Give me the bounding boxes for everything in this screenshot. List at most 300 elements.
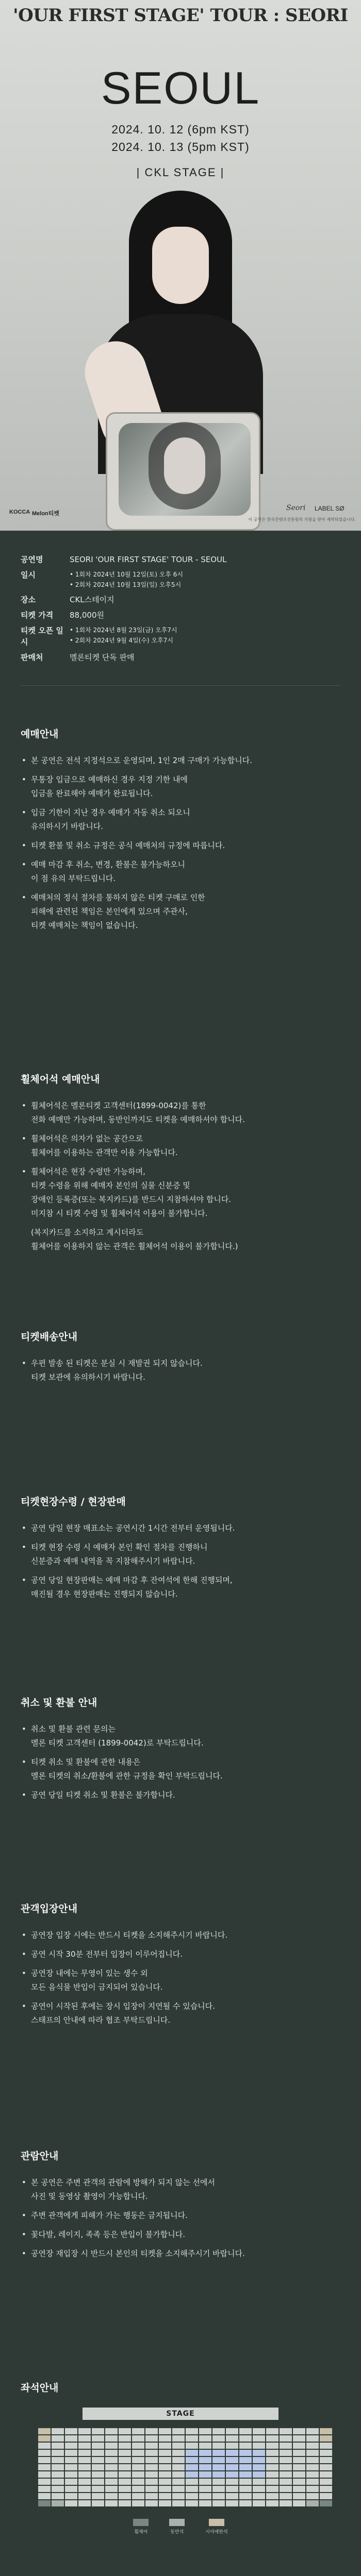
seat xyxy=(280,2428,292,2434)
list-item: • 본 공연은 주변 관객의 관람에 방해가 되지 않는 선에서 사진 및 동영상 촬영이 가능합니다. xyxy=(21,2176,340,2204)
seat xyxy=(52,2443,64,2449)
seat xyxy=(320,2486,332,2492)
seat xyxy=(92,2471,104,2478)
seat xyxy=(172,2500,185,2506)
seat xyxy=(266,2471,278,2478)
seat xyxy=(253,2450,265,2456)
info-row-venue: 장소 CKL스테이지 xyxy=(21,595,114,604)
seat xyxy=(226,2479,238,2485)
seat xyxy=(266,2450,278,2456)
seat xyxy=(212,2464,225,2470)
seat xyxy=(239,2493,252,2499)
section-refund xyxy=(0,1695,361,1807)
section-title: 휠체어석 예매안내 xyxy=(21,1074,100,1085)
seat xyxy=(186,2457,198,2463)
seat xyxy=(320,2428,332,2434)
seat xyxy=(92,2457,104,2463)
list-item: • 공연 시작 30분 전부터 입장이 이루어집니다. xyxy=(21,1947,340,1961)
seat xyxy=(159,2428,171,2434)
seat xyxy=(119,2486,131,2492)
seat xyxy=(293,2457,305,2463)
stage-label: STAGE xyxy=(83,2408,278,2420)
seat xyxy=(78,2450,91,2456)
seat xyxy=(92,2486,104,2492)
seat xyxy=(145,2428,158,2434)
seat xyxy=(52,2435,64,2442)
seat xyxy=(186,2479,198,2485)
seat xyxy=(226,2443,238,2449)
seat xyxy=(226,2450,238,2456)
seat xyxy=(186,2464,198,2470)
seat xyxy=(119,2443,131,2449)
seat xyxy=(52,2471,64,2478)
seat xyxy=(119,2479,131,2485)
seat xyxy=(253,2443,265,2449)
seat xyxy=(159,2471,171,2478)
seat xyxy=(226,2464,238,2470)
poster-date-1: 2024. 10. 12 (6pm KST) xyxy=(111,123,250,136)
seat xyxy=(199,2428,211,2434)
seat xyxy=(38,2493,51,2499)
seat xyxy=(159,2493,171,2499)
seat xyxy=(78,2479,91,2485)
seat xyxy=(172,2435,185,2442)
seat xyxy=(186,2443,198,2449)
seat xyxy=(199,2500,211,2506)
seat xyxy=(253,2479,265,2485)
seat xyxy=(78,2457,91,2463)
event-info xyxy=(0,531,361,686)
seat xyxy=(226,2486,238,2492)
legend-limited-view: 시야제한석 xyxy=(205,2519,227,2535)
poster-support-note: 이 공연은 한국콘텐츠진흥원의 지원을 받아 제작되었습니다. xyxy=(248,517,356,522)
seat xyxy=(199,2457,211,2463)
seat xyxy=(38,2464,51,2470)
seat xyxy=(105,2450,118,2456)
seat xyxy=(78,2428,91,2434)
seat xyxy=(132,2486,144,2492)
seat xyxy=(119,2471,131,2478)
seat xyxy=(105,2479,118,2485)
seat-map xyxy=(21,2426,351,2509)
kocca-logo: KOCCA xyxy=(9,509,30,515)
label-logo: LABEL SØ xyxy=(315,505,344,512)
seat xyxy=(145,2443,158,2449)
seat xyxy=(132,2457,144,2463)
seat xyxy=(293,2428,305,2434)
info-row-price: 티켓 가격 88,000원 xyxy=(21,611,104,620)
seat xyxy=(212,2471,225,2478)
seat xyxy=(320,2457,332,2463)
section-title: 좌석안내 xyxy=(21,2382,59,2394)
seat xyxy=(280,2450,292,2456)
list-item: • 공연 당일 현장 매표소는 공연시간 1시간 전부터 운영됩니다. xyxy=(21,1521,340,1535)
seat xyxy=(280,2457,292,2463)
seat xyxy=(226,2471,238,2478)
seat xyxy=(266,2443,278,2449)
list-item: • 예매처의 정식 절차를 통하지 않은 티켓 구매로 인한 피해에 관련된 책임은 본인에게 있으며 주관사, 티켓 예매처는 책임이 없습니다. xyxy=(21,891,340,933)
seat xyxy=(132,2435,144,2442)
seat xyxy=(306,2435,319,2442)
seat xyxy=(212,2479,225,2485)
seat xyxy=(280,2500,292,2506)
seat xyxy=(105,2443,118,2449)
seat xyxy=(38,2457,51,2463)
seat xyxy=(199,2479,211,2485)
seat xyxy=(172,2443,185,2449)
seat xyxy=(65,2457,77,2463)
seat xyxy=(306,2443,319,2449)
seat xyxy=(145,2464,158,2470)
seat xyxy=(52,2486,64,2492)
seat xyxy=(78,2435,91,2442)
list-item: • 취소 및 환불 관련 문의는 멜론 티켓 고객센터 (1899-0042)로 부탁드립니다. xyxy=(21,1722,340,1750)
seat xyxy=(266,2500,278,2506)
poster-date-2: 2024. 10. 13 (5pm KST) xyxy=(111,140,250,154)
seat xyxy=(253,2428,265,2434)
seat xyxy=(239,2464,252,2470)
seat xyxy=(226,2428,238,2434)
seat xyxy=(199,2450,211,2456)
seat xyxy=(239,2435,252,2442)
seat xyxy=(320,2443,332,2449)
seat xyxy=(266,2457,278,2463)
seat xyxy=(132,2500,144,2506)
seat xyxy=(105,2457,118,2463)
seat xyxy=(212,2493,225,2499)
seat xyxy=(239,2500,252,2506)
seat xyxy=(159,2486,171,2492)
seat xyxy=(186,2435,198,2442)
seat xyxy=(65,2471,77,2478)
seat xyxy=(132,2428,144,2434)
seat xyxy=(253,2500,265,2506)
seat xyxy=(38,2486,51,2492)
legend-companion: 동반석 xyxy=(169,2519,185,2535)
list-item: • 티켓 현장 수령 시 예매자 본인 확인 절차를 진행하니 신분증과 예매 내역을 꼭 지참해주시기 바랍니다. xyxy=(21,1540,340,1568)
seat xyxy=(293,2486,305,2492)
seat xyxy=(253,2457,265,2463)
seat xyxy=(78,2493,91,2499)
seat xyxy=(119,2464,131,2470)
seat xyxy=(306,2479,319,2485)
seat xyxy=(132,2443,144,2449)
info-row-seller: 판매처 멜론티켓 단독 판매 xyxy=(21,653,135,662)
info-row-open: 티켓 오픈 일시 • 1회차 2024년 8월 23일(금) 오후7시 • 2회차 2024년 9월 4일(수) 오후7시 xyxy=(21,626,177,647)
seat xyxy=(119,2500,131,2506)
seat xyxy=(320,2450,332,2456)
seat xyxy=(212,2443,225,2449)
seat xyxy=(253,2493,265,2499)
seat xyxy=(186,2471,198,2478)
seat xyxy=(266,2464,278,2470)
seat xyxy=(65,2486,77,2492)
seat xyxy=(172,2450,185,2456)
section-booking xyxy=(0,726,361,938)
seat xyxy=(293,2493,305,2499)
seat xyxy=(119,2450,131,2456)
seat xyxy=(266,2486,278,2492)
seat xyxy=(105,2464,118,2470)
seat xyxy=(159,2443,171,2449)
seat xyxy=(52,2464,64,2470)
seat xyxy=(78,2471,91,2478)
list-item: • 꽃다발, 레이지, 족족 등은 반입이 불가합니다. xyxy=(21,2228,340,2242)
melon-logo-small: Melon티켓 xyxy=(32,511,60,517)
seat xyxy=(320,2500,332,2506)
seat xyxy=(293,2443,305,2449)
seat xyxy=(65,2450,77,2456)
seat xyxy=(199,2443,211,2449)
seat xyxy=(172,2479,185,2485)
seat xyxy=(65,2500,77,2506)
seat xyxy=(52,2457,64,2463)
seat xyxy=(280,2493,292,2499)
seat xyxy=(253,2435,265,2442)
list-item: • 공연이 시작된 후에는 장시 입장이 지연될 수 있습니다. 스태프의 안내에 따라 협조 부탁드립니다. xyxy=(21,1999,340,2027)
artist-signature: Seori xyxy=(286,504,306,512)
seat xyxy=(105,2435,118,2442)
seat-legend xyxy=(21,2519,340,2535)
seat xyxy=(132,2493,144,2499)
seat xyxy=(159,2457,171,2463)
seat xyxy=(280,2443,292,2449)
list-item: • 입금 기한이 지난 경우 예매가 자동 취소 되오니 유의하시기 바랍니다. xyxy=(21,806,340,834)
section-title: 관람안내 xyxy=(21,2150,59,2162)
list-item: • 본 공연은 전석 지정석으로 운영되며, 1인 2매 구매가 가능합니다. xyxy=(21,754,340,768)
seat xyxy=(132,2479,144,2485)
seat xyxy=(280,2486,292,2492)
seat xyxy=(78,2443,91,2449)
seat xyxy=(306,2428,319,2434)
list-item: • 공연 당일 티켓 취소 및 환불은 불가합니다. xyxy=(21,1788,340,1802)
seat xyxy=(306,2500,319,2506)
seat xyxy=(226,2493,238,2499)
seat xyxy=(306,2457,319,2463)
seat xyxy=(119,2457,131,2463)
seat xyxy=(38,2479,51,2485)
seat xyxy=(172,2464,185,2470)
seat xyxy=(280,2435,292,2442)
seat xyxy=(199,2464,211,2470)
seat xyxy=(159,2435,171,2442)
poster-tour-title: 'OUR FIRST STAGE' TOUR : SEORI xyxy=(13,5,348,26)
seat xyxy=(52,2500,64,2506)
seat xyxy=(239,2450,252,2456)
event-poster xyxy=(0,0,361,531)
seat xyxy=(38,2428,51,2434)
seat xyxy=(132,2450,144,2456)
seat xyxy=(266,2479,278,2485)
seat xyxy=(38,2471,51,2478)
list-item: • 주변 관객에게 피해가 가는 행동은 금지됩니다. xyxy=(21,2209,340,2223)
seat xyxy=(52,2428,64,2434)
list-item: • 공연장 입장 시에는 반드시 티켓을 소지해주시기 바랍니다. xyxy=(21,1928,340,1942)
seat xyxy=(320,2464,332,2470)
retro-tv-image xyxy=(106,412,260,531)
list-item: • 공연장 내에는 무영이 있는 생수 외 모든 음식물 반입이 금지되어 있습니다. xyxy=(21,1967,340,1994)
section-seating xyxy=(0,2380,361,2535)
seat xyxy=(172,2457,185,2463)
seat xyxy=(293,2471,305,2478)
section-wheelchair xyxy=(0,1072,361,1253)
seat xyxy=(172,2428,185,2434)
seat xyxy=(320,2493,332,2499)
seat xyxy=(239,2443,252,2449)
seat xyxy=(145,2479,158,2485)
seat xyxy=(212,2457,225,2463)
seat xyxy=(92,2450,104,2456)
poster-city: SEOUL xyxy=(101,62,260,113)
seat xyxy=(145,2457,158,2463)
seat xyxy=(212,2435,225,2442)
list-item: • 휠체어석은 현장 수령만 가능하며, 티켓 수령을 위해 예매자 본인의 실물 신분증 및 장애인 등록증(또는 복지카드)를 반드시 지참하셔야 합니다. 미지참 시 티켓 수령 및 휠체어석 이용이 불가합니다. xyxy=(21,1165,340,1221)
seat xyxy=(38,2500,51,2506)
section-entry xyxy=(0,1901,361,2032)
list-item: • 티켓 환불 및 취소 규정은 공식 예매처의 규정에 따릅니다. xyxy=(21,839,340,853)
list-item: • 무통장 입금으로 예매하신 경우 지정 기한 내에 입금을 완료해야 예매가 완료됩니다. xyxy=(21,773,340,801)
seat xyxy=(132,2471,144,2478)
wheelchair-note: (복지카드를 소지하고 계시더라도 휠체어를 이용하지 않는 관객은 휠체어석 이용이 불가합니다.) xyxy=(31,1228,238,1251)
seat xyxy=(159,2450,171,2456)
seat xyxy=(226,2435,238,2442)
seat xyxy=(92,2493,104,2499)
info-row-title: 공연명 SEORI 'OUR FIRST STAGE' TOUR - SEOUL xyxy=(21,555,227,564)
list-item: • 공연장 재입장 시 반드시 본인의 티켓을 소지해주시기 바랍니다. xyxy=(21,2247,340,2261)
seat xyxy=(320,2479,332,2485)
seat xyxy=(199,2435,211,2442)
info-row-datetime: 일시 • 1회차 2024년 10월 12일(토) 오후 6시 • 2회차 2024년 10월 13일(일) 오후5시 xyxy=(21,570,184,588)
seat xyxy=(132,2464,144,2470)
seat xyxy=(38,2443,51,2449)
list-item: • 공연 당일 현장판매는 예매 마감 후 잔여석에 한해 진행되며, 매진될 경우 현장판매는 진행되지 않습니다. xyxy=(21,1573,340,1601)
seat xyxy=(145,2486,158,2492)
list-item: • 우편 발송 된 티켓은 분실 시 재발권 되지 않습니다. 티켓 보관에 유의하시기 바랍니다. xyxy=(21,1357,340,1384)
list-item: • 예매 마감 후 취소, 변경, 환불은 불가능하오니 이 점 유의 부탁드립니다. xyxy=(21,858,340,886)
section-title: 관객입장안내 xyxy=(21,1903,78,1914)
legend-wheelchair: 휠체어 xyxy=(133,2519,149,2535)
seat xyxy=(186,2493,198,2499)
seat xyxy=(38,2435,51,2442)
seat xyxy=(65,2443,77,2449)
section-title: 예매안내 xyxy=(21,728,59,740)
seat xyxy=(172,2493,185,2499)
seat xyxy=(78,2500,91,2506)
seat xyxy=(280,2464,292,2470)
seat xyxy=(145,2450,158,2456)
list-item: • 티켓 취소 및 환불에 관한 내용은 멜론 티켓의 취소/환불에 관한 규정을 확인 부탁드립니다. xyxy=(21,1755,340,1783)
seat xyxy=(105,2471,118,2478)
seat xyxy=(172,2486,185,2492)
seat xyxy=(159,2479,171,2485)
seat xyxy=(92,2464,104,2470)
seat xyxy=(78,2486,91,2492)
seat xyxy=(293,2450,305,2456)
seat xyxy=(145,2435,158,2442)
seat xyxy=(145,2493,158,2499)
seat xyxy=(159,2500,171,2506)
seat xyxy=(119,2428,131,2434)
seat xyxy=(186,2500,198,2506)
seat xyxy=(306,2471,319,2478)
section-title: 티켓현장수령 / 현장판매 xyxy=(21,1496,126,1507)
seat xyxy=(65,2464,77,2470)
seat xyxy=(320,2471,332,2478)
seat xyxy=(239,2428,252,2434)
seat xyxy=(65,2479,77,2485)
seat xyxy=(293,2435,305,2442)
seat xyxy=(239,2486,252,2492)
seat xyxy=(239,2479,252,2485)
seat xyxy=(92,2428,104,2434)
seat xyxy=(52,2450,64,2456)
seat xyxy=(199,2486,211,2492)
seat xyxy=(199,2493,211,2499)
seat xyxy=(92,2435,104,2442)
seat xyxy=(145,2500,158,2506)
seat xyxy=(266,2428,278,2434)
seat xyxy=(52,2479,64,2485)
section-delivery xyxy=(0,1329,361,1389)
seat xyxy=(212,2428,225,2434)
seat xyxy=(266,2493,278,2499)
seat xyxy=(105,2493,118,2499)
seat xyxy=(92,2443,104,2449)
seat xyxy=(306,2486,319,2492)
seat xyxy=(239,2471,252,2478)
seat xyxy=(253,2486,265,2492)
seat xyxy=(38,2450,51,2456)
seat xyxy=(306,2450,319,2456)
seat xyxy=(199,2471,211,2478)
list-item: • 휠체어석은 멜론티켓 고객센터(1899-0042)를 통한 전화 예매만 가능하며, 동반인까지도 티켓을 예매하셔야 합니다. xyxy=(21,1099,340,1127)
seat xyxy=(65,2435,77,2442)
section-title: 취소 및 환불 안내 xyxy=(21,1697,97,1708)
seat xyxy=(92,2479,104,2485)
seat xyxy=(212,2500,225,2506)
seat xyxy=(105,2428,118,2434)
seat xyxy=(266,2435,278,2442)
divider xyxy=(21,685,340,686)
seat xyxy=(145,2471,158,2478)
seat xyxy=(78,2464,91,2470)
section-onsite xyxy=(0,1494,361,1606)
poster-venue: | CKL STAGE | xyxy=(136,166,225,179)
seat xyxy=(52,2493,64,2499)
seat xyxy=(293,2500,305,2506)
seat xyxy=(119,2493,131,2499)
seat xyxy=(212,2450,225,2456)
seat xyxy=(293,2464,305,2470)
seat xyxy=(212,2486,225,2492)
seat xyxy=(105,2486,118,2492)
seat xyxy=(186,2450,198,2456)
seat xyxy=(253,2471,265,2478)
seat xyxy=(280,2479,292,2485)
seat xyxy=(226,2500,238,2506)
seat xyxy=(92,2500,104,2506)
seat xyxy=(280,2471,292,2478)
seat xyxy=(186,2428,198,2434)
seat xyxy=(239,2457,252,2463)
seat xyxy=(253,2464,265,2470)
seat xyxy=(320,2435,332,2442)
seat xyxy=(186,2486,198,2492)
seat xyxy=(65,2428,77,2434)
section-title: 티켓배송안내 xyxy=(21,1331,78,1343)
list-item: • 휠체어석은 의자가 없는 공간으로 휠체어를 이용하는 관객만 이용 가능합니다. xyxy=(21,1132,340,1160)
seat xyxy=(65,2493,77,2499)
